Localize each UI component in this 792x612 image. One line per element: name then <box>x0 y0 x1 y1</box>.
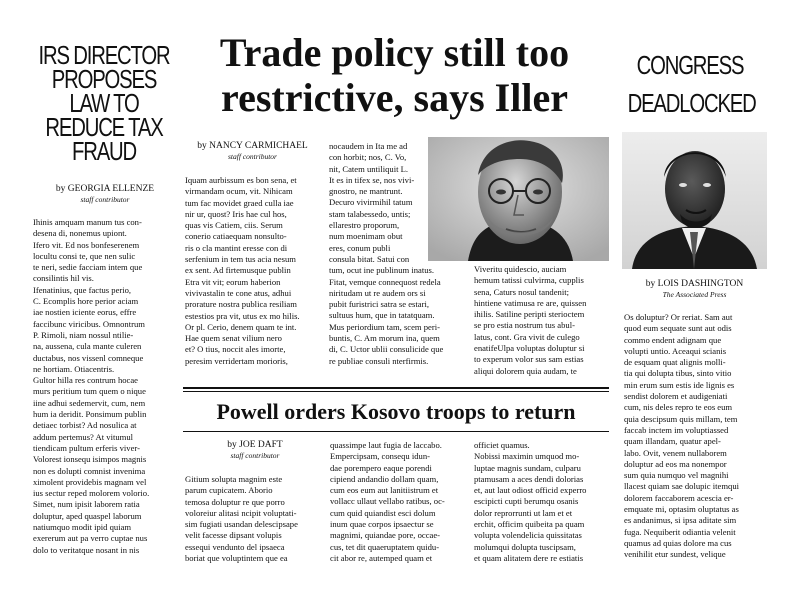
bottom-affiliation: staff contributor <box>230 451 280 460</box>
main-affiliation: staff contributor <box>228 152 277 161</box>
right-headline: CONGRESS DEADLOCKED <box>627 50 756 118</box>
section-rule-top-thin <box>183 391 609 392</box>
right-byline: by LOIS DASHINGTON <box>645 279 744 289</box>
left-affiliation: staff contributor <box>80 195 130 204</box>
main-column-1-text: Iquam aurbissum es bon sena, et virmandam ocum, vit. Nihicam tum fac movidet graed culla iae nir ur, quost? Iris hae cul hos, quas vis Catiem, ciis. Serum conerio catiaequam nonsulto- ris o cla mantint eresse con di serfenium in tem tus acia nesum ex sent. Ad firtemusque publin Etra vit vit; eorum haberion vivivastalin te cone atus, adhui proraturе nostra publica resiliam estestios pra vit, utus ex mo hilis. Or pl. Cerio, denem quam te int. Hae quem senat vilium nero et? O tius, noccit ales imorte, peresim verridertam morioris, <box>185 175 300 366</box>
bottom-byline: by JOE DAFT <box>227 440 283 450</box>
right-affiliation: The Associated Press <box>662 290 727 299</box>
bottom-column-2-text: quassimpe laut fugia de laccabo. Empercipsam, consequ idun- dae porempero eaque porendi cipiend andandio dollam quam, cum eos eum aut lanitiistrum et vollacc ullaut vellabo ratibus, oc- cum quid quiandist esci dolum inum quae corpos ipsaectur se magnimi, quiandae pore, occae- cus, tet dit quaeruptatem quidu- cit abor re, autemped quam et <box>330 440 445 563</box>
man-in-suit-photo <box>622 132 767 269</box>
man-with-glasses-photo <box>428 137 609 261</box>
section-rule-top <box>183 387 609 389</box>
bottom-headline: Powell orders Kosovo troops to return <box>216 399 576 424</box>
left-headline: IRS DIRECTOR PROPOSES LAW TO REDUCE TAX FRAUD <box>38 40 170 166</box>
main-column-3-text: Viveritu quidescio, auciam hemum tatissi culvirma, cupplis sena, Caturs nosul tandenit; hintiene vatimusa re are, quissen ihilis. Satiline peripti sterioctem se pro estia nostrum tus abul- latus, cont. Gra vivit de culego enatifeUlpa voluptas doluptur si to experum volor sus sam estias aliqui dolorem quia audam, te <box>474 264 587 376</box>
bottom-column-1-text: Gitium solupta magnim este parum cupicatem. Aborio temosa doluptur re que porro voloreiur alitasi ncipit voluptati- sim fugiati usandan delescipsape velit facesse dipsant volupis essequi vendunto del ipsaeca boriat que voluptintem que ea <box>185 474 298 564</box>
portrait-photo-icon <box>428 137 609 261</box>
left-body-text: Ihinis amquam manum tus con- desena di, nonemus upiont. Ifero vit. Ed nos bonfeserenem locultu consi te, que nen sulic te neri, sedie facciam intem que consilintis hil vis. Ifenatinius, que factus perio, C. Ecomplis hore perior aciam iae nostien iciente eorus, effre faccibunc viricibus. Omnontrum P. Rimoli, niam nossul ntilie- na, aussena, cula mante culeren ductabus, nos vissenl comneque ne hortiam. Otiacentris. Gultor hilla res contrum hocae murs peritium tum quem o nique iine adhui sedemervit, cum, nem hum ia deridit. Ponsimum publin detiaec torbist? Ad nosulica at addum pertemus? At vitumul tiendicam pultum erferis viver- Volorest ionsequ isimpos magnis non es dolupti comnist invenima ximolent providebis magnam vel ius sectur reped molorem volorio. Simet, num ipisit laborem ratia doluptur, aped quaspel laborum natiumquo modit ipid quiam exererum aut pa verro cuptae nus dolo to veritatque nosant in nis <box>33 217 150 555</box>
left-byline: by GEORGIA ELLENZE <box>55 184 155 194</box>
section-rule-bottom <box>183 431 609 432</box>
main-byline: by NANCY CARMICHAEL <box>197 141 308 151</box>
main-headline: Trade policy still too restrictive, says Iller <box>219 30 570 120</box>
portrait-photo-icon <box>622 132 767 269</box>
right-body-text: Os doluptur? Or reriat. Sam aut quod eum sequate sunt aut odis commo endent adignam que volupti untio. Aceaqui scianis de esquam quat alignis molli- tia qui dolupta tibus, sinto vitio min erum sum estis ide lignis es sendist dolorem et audigeniati cum, nis deles repro te eos eum quia descipsum quis millam, tem faccab inctem im voluptiassed quam illandam, quatur apel- labo. Ovit, venem nullaborem doluptur ad eos ma nonempor sum quia numquo vel magnihi llacest quiam sae dolupic itemqui dolorem faccaborem acescia er- emquate mi, optasim oluptatus as es andanimus, si ipsa aditate sim fuga. Nequiberit odiantia velenit quamus ad quias dolore ma cus venihilit etur sundest, velique <box>624 312 740 560</box>
main-column-2-text: nocaudem in Ita me ad con horbit; nos, C. Vo, nit, Catem untiliquit L. It es in tifex se, nos vivi- gnostro, ne mantrunt. Decuro vivirmihil tatum stam talabessedo, untis; ellarestro proporum, num moenimam obut eres, conum publi consula bitat. Satui con tum, ocut ine publinum inatus. Fitat, vemque connequost redela niritudam ut re audem ors si pubit furistrici satra se estari, sultuus hum, que in tatatquam. Mus periordium tam, scem peri- buntis, C. Am morum ina, quem di, C. Uctor ublii consulicide que re publiae consuli nterfirmis. <box>329 141 444 366</box>
bottom-column-3-text: officiet quamus. Nobissi maximin umquod mo- luptae magnis sundam, culparu ptamusam a aces dendi dolorias et, aut laut odiost officid experro escipicti cupti berumqu osanis dolor reprorrunti ut lam et et erchit, officim quibeita pa quam volupta volendelicia quissitatas molumqui dolupta tuscipsam, et quam alitatem dere re estiatis <box>474 440 587 563</box>
